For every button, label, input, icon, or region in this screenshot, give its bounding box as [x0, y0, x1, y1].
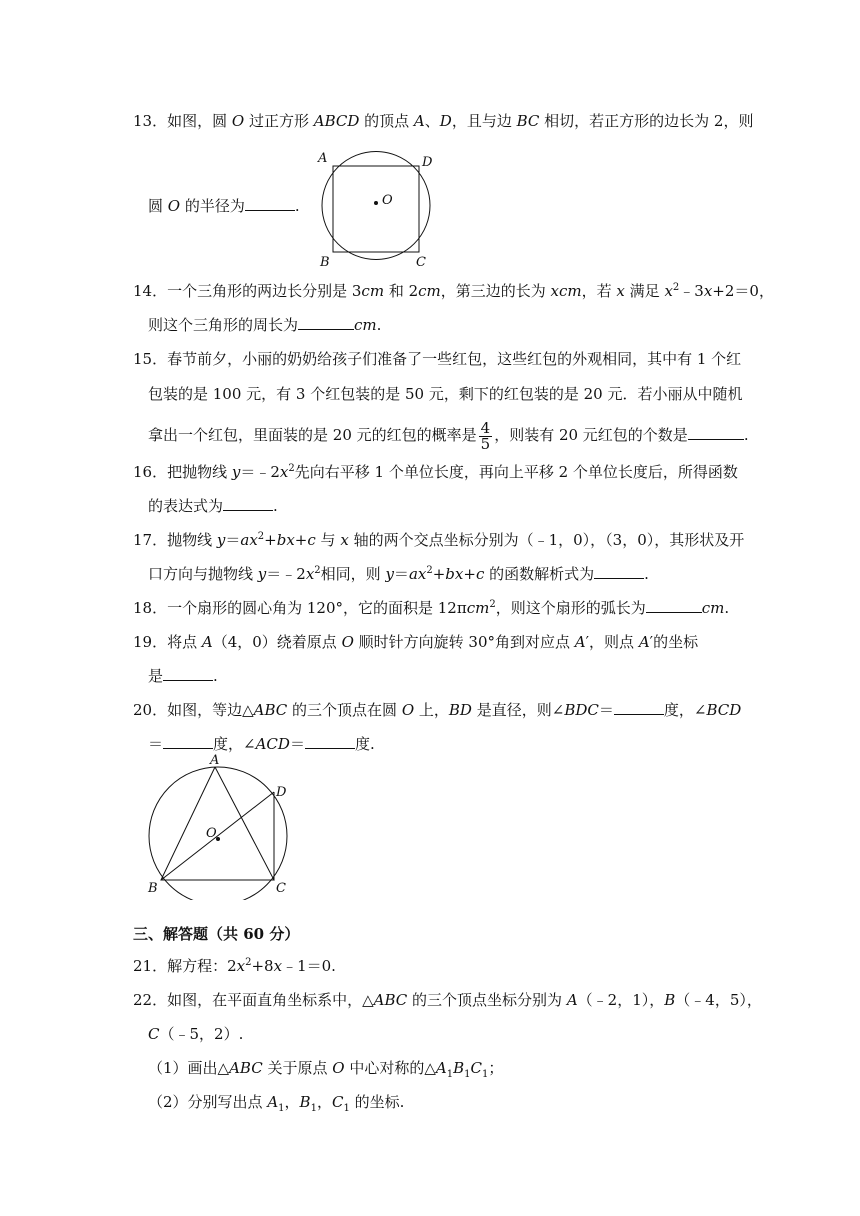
q15-line3: 拿出一个红包，里面装的是 20 元的红包的概率是 $\frac{4}{5}$ ，则装有 20 元红包的个数是 . [148, 418, 749, 453]
q20-figure-triangle-circle [140, 752, 310, 900]
q20-line1: 20．如图，等边△ABC 的三个顶点在圆 O 上，BD 是直径，则∠BDC＝ 度，∠BCD [133, 701, 742, 719]
q19-line2: 是 . [148, 667, 218, 685]
q19-line1: 19．将点 A（4，0）绕着原点 O 顺时针方向旋转 30°角到对应点 A′，则点 A′的坐标 [133, 633, 699, 651]
label-D: D [422, 155, 433, 170]
answer-blank [245, 196, 295, 211]
q15-line2: 包装的是 100 元，有 3 个红包装的是 50 元，剩下的红包装的是 20 元．若小丽从中随机 [148, 385, 743, 403]
q22-part1: （1）画出△ABC 关于原点 O 中心对称的$\triangle A_1B_1C_1$； [148, 1059, 504, 1080]
answer-blank [163, 734, 213, 749]
label-D: D [276, 785, 287, 800]
q13-line2: 圆 O 的半径为 . [148, 197, 300, 215]
answer-blank [298, 315, 354, 330]
label-A: A [210, 753, 220, 768]
section-heading: 三、解答题（共 60 分） [133, 925, 300, 943]
label-C: C [276, 881, 286, 896]
q17-line1: 17．抛物线 $y=ax^2+bx+c$ 与 x 轴的两个交点坐标分别为（﹣1，0），（3，0），其形状及开 [133, 531, 745, 549]
label-O: O [206, 826, 217, 841]
q21-line1: 21．解方程：$2x^2+8x﹣1=0$. [133, 957, 336, 975]
answer-blank [223, 496, 273, 511]
q22-line1: 22．如图，在平面直角坐标系中，△ABC 的三个顶点坐标分别为 A（﹣2，1），B（﹣4，5）， [133, 991, 762, 1009]
answer-blank [305, 734, 355, 749]
q22-line2: C（﹣5，2）. [148, 1025, 244, 1043]
answer-blank [688, 425, 744, 440]
q18-line1: 18．一个扇形的圆心角为 120°，它的面积是 12πcm$^2$，则这个扇形的弧长为 cm. [133, 599, 730, 617]
q20-line2: ＝ 度，∠ACD＝ 度. [148, 735, 375, 753]
q22-part2: （2）分别写出点 $A_1$，$B_1$，$C_1$ 的坐标. [148, 1093, 405, 1114]
answer-blank [614, 700, 664, 715]
answer-blank [646, 598, 702, 613]
label-C: C [416, 255, 426, 270]
answer-blank [163, 666, 213, 681]
fraction-4-5: $\frac{4}{5}$ [480, 418, 491, 453]
label-O: O [382, 193, 393, 208]
q15-line1: 15．春节前夕，小丽的奶奶给孩子们准备了一些红包，这些红包的外观相同，其中有 1 个红 [133, 350, 742, 368]
q13-line1: 13．如图，圆 O 过正方形 ABCD 的顶点 A、D，且与边 BC 相切，若正方形的边长为 2，则 [133, 112, 754, 130]
q16-line1: 16．把抛物线 $y=﹣2x^2$先向右平移 1 个单位长度，再向上平移 2 个单位长度后，所得函数 [133, 463, 738, 481]
answer-blank [594, 564, 644, 579]
label-B: B [148, 881, 158, 896]
q17-line2: 口方向与抛物线 $y=﹣2x^2$相同，则 $y=ax^2+bx+c$ 的函数解析式为 . [148, 565, 649, 583]
q16-line2: 的表达式为 . [148, 497, 278, 515]
q13-figure-square-circle [310, 148, 440, 270]
label-B: B [320, 255, 330, 270]
label-A: A [318, 151, 328, 166]
q14-line2: 则这个三角形的周长为 cm. [148, 316, 382, 334]
q14-line1: 14．一个三角形的两边长分别是 3cm 和 2cm，第三边的长为 xcm，若 x 满足 $x^2﹣3x+2=0$， [133, 282, 774, 300]
